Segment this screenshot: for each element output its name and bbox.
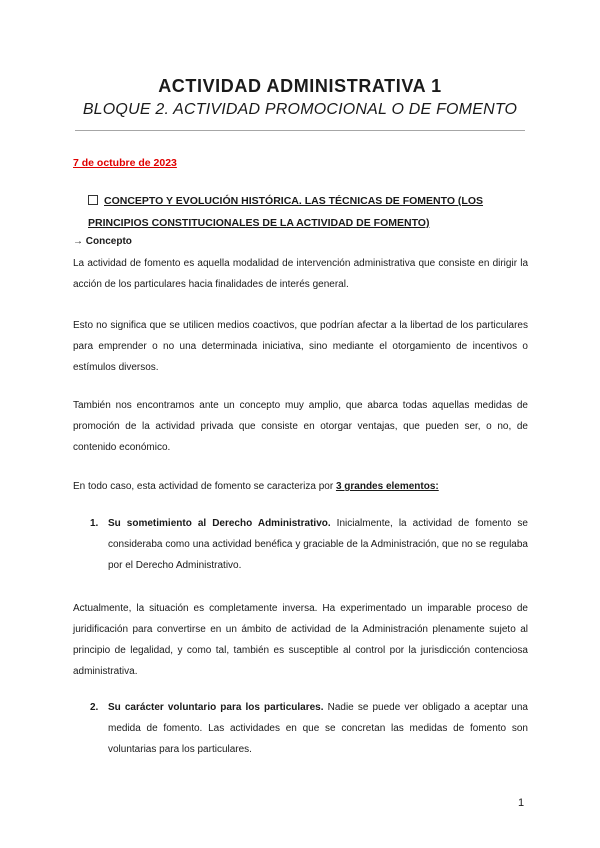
- page-number: 1: [518, 797, 525, 809]
- subheading-concepto: → Concepto: [73, 236, 132, 247]
- list-item-1-text: Inicialmente, la actividad de fomento se consideraba como una actividad benéfica y graciable de la Administración, que no se regulaba por el Derecho Administrativo.: [108, 518, 528, 571]
- paragraph-4-text: En todo caso, esta actividad de fomento se caracteriza por: [73, 481, 336, 492]
- section-heading-text: CONCEPTO Y EVOLUCIÓN HISTÓRICA. LAS TÉCNICAS DE FOMENTO (LOS PRINCIPIOS CONSTITUCIONALES DE LA ACTIVIDAD DE FOMENTO): [88, 195, 484, 229]
- list-item-2-number: 2.: [90, 702, 99, 713]
- list-item-2: [90, 697, 528, 760]
- paragraph-2: Esto no significa que se utilicen medios coactivos, que podrían afectar a la libertad de los particulares para emprender o no una determinada iniciativa, sino mediante el otorgamiento de incentivos o estímulos diversos.: [73, 320, 528, 373]
- paragraph-5: Actualmente, la situación es completamente inversa. Ha experimentado un imparable proceso de juridificación para convertirse en un ámbito de actividad de la Administración plenamente sujeto al principio de legalidad, y como tal, también es susceptible al control por la jurisdicción contenciosa administrativa.: [73, 603, 528, 677]
- title-divider: [75, 130, 525, 131]
- paragraph-1: La actividad de fomento es aquella modalidad de intervención administrativa que consiste en dirigir la acción de los particulares hacia finalidades de interés general.: [73, 258, 528, 290]
- checkbox-icon: [88, 195, 98, 205]
- document-title: ACTIVIDAD ADMINISTRATIVA 1: [158, 76, 442, 96]
- paragraph-3: También nos encontramos ante un concepto muy amplio, que abarca todas aquellas medidas de promoción de la actividad privada que consiste en otorgar ventajas, que pueden ser, o no, de contenido económico.: [73, 400, 528, 453]
- paragraph-4: [73, 476, 528, 497]
- list-item-2-body: [108, 697, 528, 760]
- date-label: 7 de octubre de 2023: [73, 157, 177, 169]
- list-item-1: [90, 513, 528, 576]
- list-item-1-number: 1.: [90, 518, 99, 529]
- list-item-1-bold: Su sometimiento al Derecho Administrativo.: [108, 518, 331, 529]
- list-item-2-bold: Su carácter voluntario para los particulares.: [108, 702, 324, 713]
- document-subtitle: BLOQUE 2. ACTIVIDAD PROMOCIONAL O DE FOMENTO: [82, 101, 518, 118]
- list-item-1-body: [108, 513, 528, 576]
- list-item-2-text: Nadie se puede ver obligado a aceptar una medida de fomento. Las actividades en que se concretan las medidas de fomento son voluntarias para los particulares.: [108, 702, 528, 755]
- section-heading: [88, 190, 533, 234]
- paragraph-4-emphasis: 3 grandes elementos:: [335, 481, 439, 492]
